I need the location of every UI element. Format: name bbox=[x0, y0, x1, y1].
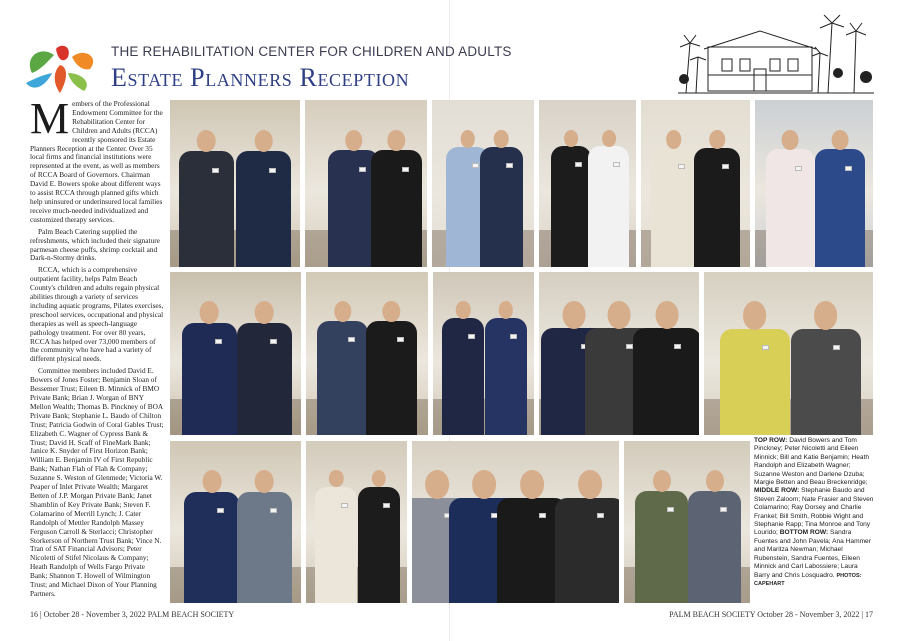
name-tag bbox=[212, 168, 219, 173]
person-head bbox=[832, 130, 849, 150]
person-head bbox=[782, 130, 799, 150]
name-tag bbox=[722, 164, 729, 169]
person-head bbox=[371, 470, 385, 487]
person-figure bbox=[635, 470, 688, 603]
article-paragraph-3: RCCA, which is a comprehensive outpatient facility, helps Palm Beach County's children and adults regain physical abilities through a variety of services including aquatic programs, Pilates exercises, preschool services, occupational and physical therapies as well as speech-language pathology treatment. For over 80 years, RCCA has helped over 73,000 members of the community who have had a variety of different physical needs. bbox=[30, 265, 164, 364]
caption-bottom-label: BOTTOM ROW: bbox=[779, 529, 829, 537]
drop-cap: M bbox=[30, 100, 70, 143]
person-head bbox=[473, 470, 497, 499]
name-tag bbox=[402, 167, 409, 172]
caption-top-label: TOP ROW: bbox=[754, 437, 788, 444]
page-title: Estate Planners Reception bbox=[111, 63, 410, 92]
person-figure bbox=[236, 130, 291, 267]
person-figure bbox=[358, 470, 400, 603]
person-head bbox=[520, 470, 544, 499]
name-tag bbox=[269, 168, 276, 173]
event-photo bbox=[306, 272, 428, 435]
person-head bbox=[329, 470, 343, 487]
caption-middle-text: Stephanie Baudo and Steven Zaloom; Nate Frasier and Steven Colamarino; Ray Dorsey and Charlie Frankel; Bill Smith, Robbie Wight and Stephanie Rapp; Tina Monroe and Tony Lourido; bbox=[754, 487, 874, 537]
person-figure bbox=[694, 130, 740, 267]
name-tag bbox=[348, 337, 355, 342]
person-body bbox=[317, 321, 368, 435]
person-body bbox=[555, 498, 619, 603]
person-body bbox=[442, 318, 484, 435]
person-figure bbox=[237, 470, 292, 603]
article-body bbox=[30, 100, 164, 600]
person-figure bbox=[551, 130, 592, 267]
person-body bbox=[485, 318, 527, 435]
person-body bbox=[184, 492, 239, 603]
person-head bbox=[203, 470, 222, 492]
person-body bbox=[694, 148, 740, 267]
name-tag bbox=[397, 337, 404, 342]
name-tag bbox=[597, 513, 604, 518]
event-photo bbox=[170, 272, 301, 435]
person-head bbox=[710, 130, 726, 149]
person-head bbox=[563, 301, 586, 328]
person-figure bbox=[688, 470, 741, 603]
person-figure bbox=[182, 301, 237, 435]
name-tag bbox=[341, 503, 348, 508]
person-figure bbox=[815, 130, 865, 267]
person-head bbox=[656, 301, 679, 328]
person-figure bbox=[366, 301, 417, 435]
person-figure bbox=[651, 130, 697, 267]
event-photo bbox=[170, 100, 300, 267]
person-head bbox=[388, 130, 405, 151]
person-body bbox=[791, 329, 861, 435]
person-figure bbox=[237, 301, 292, 435]
person-head bbox=[255, 470, 274, 492]
person-figure bbox=[485, 301, 527, 435]
name-tag bbox=[674, 344, 681, 349]
name-tag bbox=[472, 163, 479, 168]
person-figure bbox=[480, 130, 523, 267]
name-tag bbox=[383, 503, 390, 508]
person-figure bbox=[633, 301, 699, 435]
person-head bbox=[653, 470, 671, 492]
person-head bbox=[494, 130, 509, 147]
person-body bbox=[720, 329, 790, 435]
event-photo bbox=[433, 272, 534, 435]
photo-credit: PHOTOS: CAPEHART bbox=[754, 572, 862, 587]
kicker: THE REHABILITATION CENTER FOR CHILDREN AND ADULTS bbox=[111, 44, 512, 59]
name-tag bbox=[762, 345, 769, 350]
name-tag bbox=[468, 334, 475, 339]
name-tag bbox=[215, 339, 222, 344]
event-photo bbox=[755, 100, 873, 267]
name-tag bbox=[667, 507, 674, 512]
person-body bbox=[766, 149, 816, 267]
name-tag bbox=[678, 164, 685, 169]
caption-middle-label: MIDDLE ROW: bbox=[754, 487, 800, 495]
person-figure bbox=[184, 470, 239, 603]
person-figure bbox=[315, 470, 357, 603]
event-photo bbox=[641, 100, 750, 267]
person-figure bbox=[555, 470, 619, 603]
person-body bbox=[688, 491, 741, 603]
person-body bbox=[237, 492, 292, 603]
person-body bbox=[551, 146, 592, 267]
person-head bbox=[460, 130, 475, 147]
person-head bbox=[345, 130, 362, 151]
caption-bottom-text: Sandra Fuentes and John Pavela; Ana Hammer and Maritza Newman; Michael Rubenstein, Sandra Fuentes, Eileen Minnick and Carl Labossiere; Laura Barry and Chris Losquadro. bbox=[754, 529, 871, 579]
article-paragraph-4: Committee members included David E. Bowers of Jones Foster; Benjamin Sloan of Bessemer Trust; Eileen B. Minnick of BMO Private Bank; Brian J. Worgan of BNY Mellon Wealth; Thomas B. Pinckney of BOA Private Bank; Stephanie L. Baudo of Chilton Trust; Patricia Godwin of Coral Gables Trust; Elizabeth C. Wagner of Cypress Bank & Trust; David H. Scaff of FineMark Bank; Janice K. Snyder of First Horizon Bank; William E. Benjamin IV of First Republic Bank; Nathan Flah of Flah & Company; Suzanne S. Weston of Glenmede; Victoria W. Peaper of Inlet Private Wealth; Margaret Betten of J.P. Morgan Private Bank; Janet Shamblin of Key Private Bank; Steven F. Colamarino of Merrill Lynch; J. Cater Randolph of Mettler Randolph Massey Ferguson Carroll & Sterlacci; Christopher Storkerson of Northern Trust Bank; Vince N. Tran of SAT Financial Advisors; Peter Nicoletti of Stifel Nicolaus & Company; Heath Randolph of Wells Fargo Private Bank; Shannon T. Howell of Wilmington Trust; and Michael Dixon of Your Planning Partners. bbox=[30, 366, 164, 598]
rcca-logo-icon bbox=[22, 43, 102, 98]
person-body bbox=[588, 146, 629, 267]
person-body bbox=[635, 491, 688, 603]
article-paragraph-1: Members of the Professional Endowment Committee for the Rehabilitation Center for Children and Adults (RCCA) recently sponsored its Estate Planners Reception at the Center. Over 35 local firms and financial institutions were represented at the event, as well as members of RCCA Board of Governors. Chairman David E. Bowers spoke about different ways to assist RCCA through planned gifts which help uninsured or underinsured local families receive much-needed individualized and customized therapy services. bbox=[30, 100, 163, 224]
name-tag bbox=[795, 166, 802, 171]
event-photo bbox=[539, 272, 699, 435]
name-tag bbox=[613, 162, 620, 167]
person-figure bbox=[179, 130, 234, 267]
person-head bbox=[602, 130, 616, 147]
person-figure bbox=[317, 301, 368, 435]
name-tag bbox=[270, 508, 277, 513]
event-photo bbox=[306, 441, 407, 603]
footer-right: PALM BEACH SOCIETY October 28 - November 3, 2022 | 17 bbox=[669, 610, 873, 619]
person-body bbox=[651, 148, 697, 267]
person-body bbox=[315, 487, 357, 603]
caption-top-text: David Bowers and Tom Pinckney; Peter Nicoletti and Eileen Minnick; Bill and Katie Benjamin; Heath Randolph and Elizabeth Wagner; Suzanne Weston and Darlene Dzuba; Margie Betten and Beau Breckenridge; bbox=[754, 437, 870, 487]
person-body bbox=[179, 151, 234, 267]
person-body bbox=[371, 150, 422, 267]
person-figure bbox=[588, 130, 629, 267]
person-head bbox=[254, 130, 273, 152]
article-paragraph-2: Palm Beach Catering supplied the refreshments, which included their signature parmesan cheese puffs, shrimp cocktail and Dark-n-Stormy drinks. bbox=[30, 226, 160, 263]
person-body bbox=[480, 147, 523, 267]
person-body bbox=[236, 151, 291, 267]
event-photo bbox=[539, 100, 636, 267]
person-head bbox=[564, 130, 578, 147]
person-body bbox=[358, 487, 400, 603]
person-head bbox=[383, 301, 400, 322]
person-head bbox=[200, 301, 219, 323]
person-head bbox=[608, 301, 631, 328]
footer-left: 16 | October 28 - November 3, 2022 PALM BEACH SOCIETY bbox=[30, 610, 235, 619]
person-figure bbox=[371, 130, 422, 267]
person-body bbox=[815, 149, 865, 267]
person-head bbox=[334, 301, 351, 322]
person-figure bbox=[720, 301, 790, 435]
name-tag bbox=[506, 163, 513, 168]
name-tag bbox=[359, 167, 366, 172]
person-head bbox=[255, 301, 274, 323]
event-photo bbox=[624, 441, 750, 603]
person-figure bbox=[791, 301, 861, 435]
name-tag bbox=[575, 162, 582, 167]
person-head bbox=[814, 301, 838, 330]
event-photo bbox=[432, 100, 534, 267]
person-figure bbox=[766, 130, 816, 267]
event-photo bbox=[305, 100, 427, 267]
person-head bbox=[425, 470, 449, 499]
person-head bbox=[666, 130, 682, 149]
name-tag bbox=[833, 345, 840, 350]
photo-caption bbox=[754, 437, 874, 588]
person-head bbox=[706, 470, 724, 492]
person-body bbox=[366, 321, 417, 435]
name-tag bbox=[217, 508, 224, 513]
person-body bbox=[237, 323, 292, 435]
name-tag bbox=[270, 339, 277, 344]
person-body bbox=[182, 323, 237, 435]
name-tag bbox=[720, 507, 727, 512]
person-figure bbox=[442, 301, 484, 435]
person-head bbox=[743, 301, 767, 330]
person-head bbox=[498, 301, 512, 318]
building-sketch-icon bbox=[678, 13, 874, 99]
person-head bbox=[578, 470, 602, 499]
person-head bbox=[456, 301, 470, 318]
event-photo bbox=[170, 441, 301, 603]
name-tag bbox=[626, 344, 633, 349]
person-head bbox=[197, 130, 216, 152]
name-tag bbox=[845, 166, 852, 171]
name-tag bbox=[510, 334, 517, 339]
person-body bbox=[633, 328, 699, 435]
name-tag bbox=[539, 513, 546, 518]
event-photo bbox=[412, 441, 619, 603]
event-photo bbox=[704, 272, 873, 435]
